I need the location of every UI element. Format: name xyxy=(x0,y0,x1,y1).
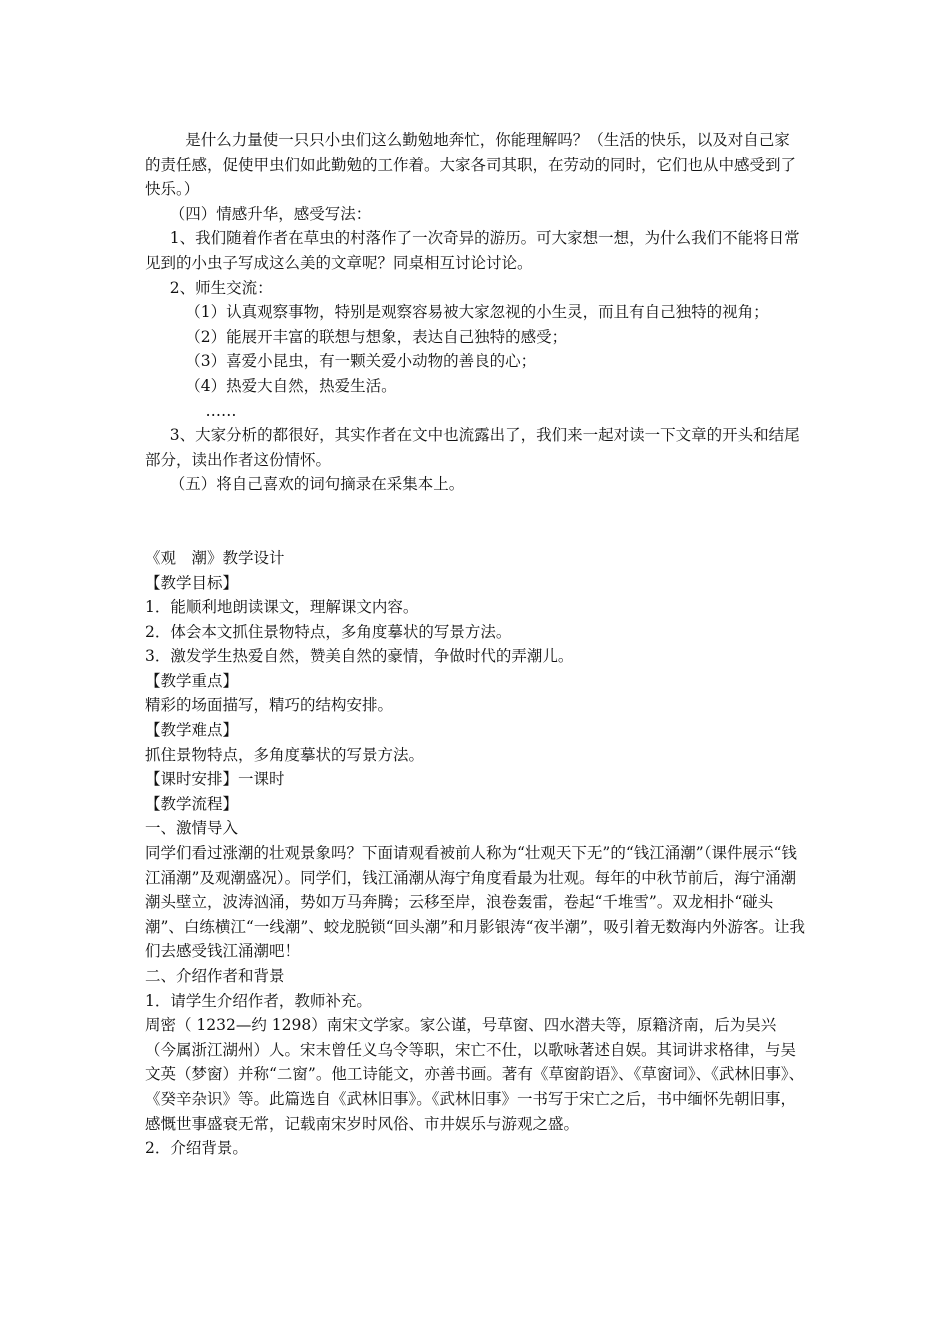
author-paragraph: 周密（ 1232—约 1298）南宋文学家。家公谨，号草窗、四水潜夫等，原籍济南，后为吴兴（今属浙江湖州）人。宋末曾任义乌令等职，宋亡不仕，以歌咏著述自娱。其词讲求格律，与吴文英（梦窗）并称“二窗”。他工诗能文，亦善书画。著有《草窗韵语》、《草窗词》、《武林旧事》、《癸辛杂识》等。此篇选自《武林旧事》。《武林旧事》一书写于宋亡之后，书中缅怀先朝旧事，感慨世事盛衰无常，记载南宋岁时风俗、市井娱乐与游观之盛。 xyxy=(145,1016,805,1133)
list-item: （3）喜爱小昆虫，有一颗关爱小动物的善良的心； xyxy=(185,352,537,371)
difficulty-heading: 【教学难点】 xyxy=(145,721,239,740)
difficulty-text: 抓住景物特点，多角度摹状的写景方法。 xyxy=(145,745,425,764)
step-two-item: 1．请学生介绍作者，教师补充。 xyxy=(145,991,372,1010)
section-heading-five: （五）将自己喜欢的词句摘录在采集本上。 xyxy=(169,475,465,494)
list-item: （1）认真观察事物，特别是观察容易被大家忽视的小生灵，而且有自己独特的视角； xyxy=(185,303,769,322)
goals-heading: 【教学目标】 xyxy=(145,573,239,592)
step-two-heading: 二、介绍作者和背景 xyxy=(145,967,285,985)
step-two-item: 2．介绍背景。 xyxy=(145,1139,248,1158)
key-points-heading: 【教学重点】 xyxy=(145,671,239,690)
paragraph-exchange: 2、师生交流： xyxy=(169,278,273,297)
list-item: （2）能展开丰富的联想与想象，表达自己独特的感受； xyxy=(185,327,568,346)
ellipsis: …… xyxy=(205,401,237,420)
step-one-heading: 一、激情导入 xyxy=(145,819,239,838)
section-gap xyxy=(145,497,805,546)
goal-item: 1．能顺利地朗读课文，理解课文内容。 xyxy=(145,598,419,617)
goal-item: 2．体会本文抓住景物特点，多角度摹状的写景方法。 xyxy=(145,622,512,641)
paragraph-analysis: 3、大家分析的都很好，其实作者在文中也流露出了，我们来一起对读一下文章的开头和结尾部分，读出作者这份情怀。 xyxy=(145,426,800,469)
key-points-text: 精彩的场面描写，精巧的结构安排。 xyxy=(145,696,394,715)
process-heading: 【教学流程】 xyxy=(145,794,239,813)
goal-item: 3．激发学生热爱自然，赞美自然的豪情，争做时代的弄潮儿。 xyxy=(145,647,574,666)
list-item: （4）热爱大自然，热爱生活。 xyxy=(185,376,397,395)
paragraph-question: 是什么力量使一只只小虫们这么勤勉地奔忙，你能理解吗？（生活的快乐，以及对自己家的责任感，促使甲虫们如此勤勉的工作着。大家各司其职，在劳动的同时，它们也从中感受到了快乐。） xyxy=(145,131,797,199)
schedule-text: 【课时安排】一课时 xyxy=(145,770,285,789)
step-one-text: 同学们看过涨潮的壮观景象吗？下面请观看被前人称为“壮观天下无”的“钱江涌潮”（课件展示“钱江涌潮”及观潮盛况）。同学们，钱江涌潮从海宁角度看最为壮观。每年的中秋节前后，海宁涌潮潮头壁立，波涛汹涌，势如万马奔腾；云移至岸，浪卷轰雷，卷起“千堆雪”。双龙相扑“碰头潮”、白练横江“一线潮”、蛟龙脱锁“回头潮”和月影银涛“夜半潮”，吸引着无数海内外游客。让我们去感受钱江涌潮吧！ xyxy=(145,844,805,961)
section-heading-four: （四）情感升华，感受写法： xyxy=(169,204,372,223)
document-title: 《观 潮》教学设计 xyxy=(145,548,285,567)
paragraph-discussion: 1、我们随着作者在草虫的村落作了一次奇异的游历。可大家想一想，为什么我们不能将日常见到的小虫子写成这么美的文章呢？同桌相互讨论讨论。 xyxy=(145,229,800,272)
document-page xyxy=(145,128,805,1161)
